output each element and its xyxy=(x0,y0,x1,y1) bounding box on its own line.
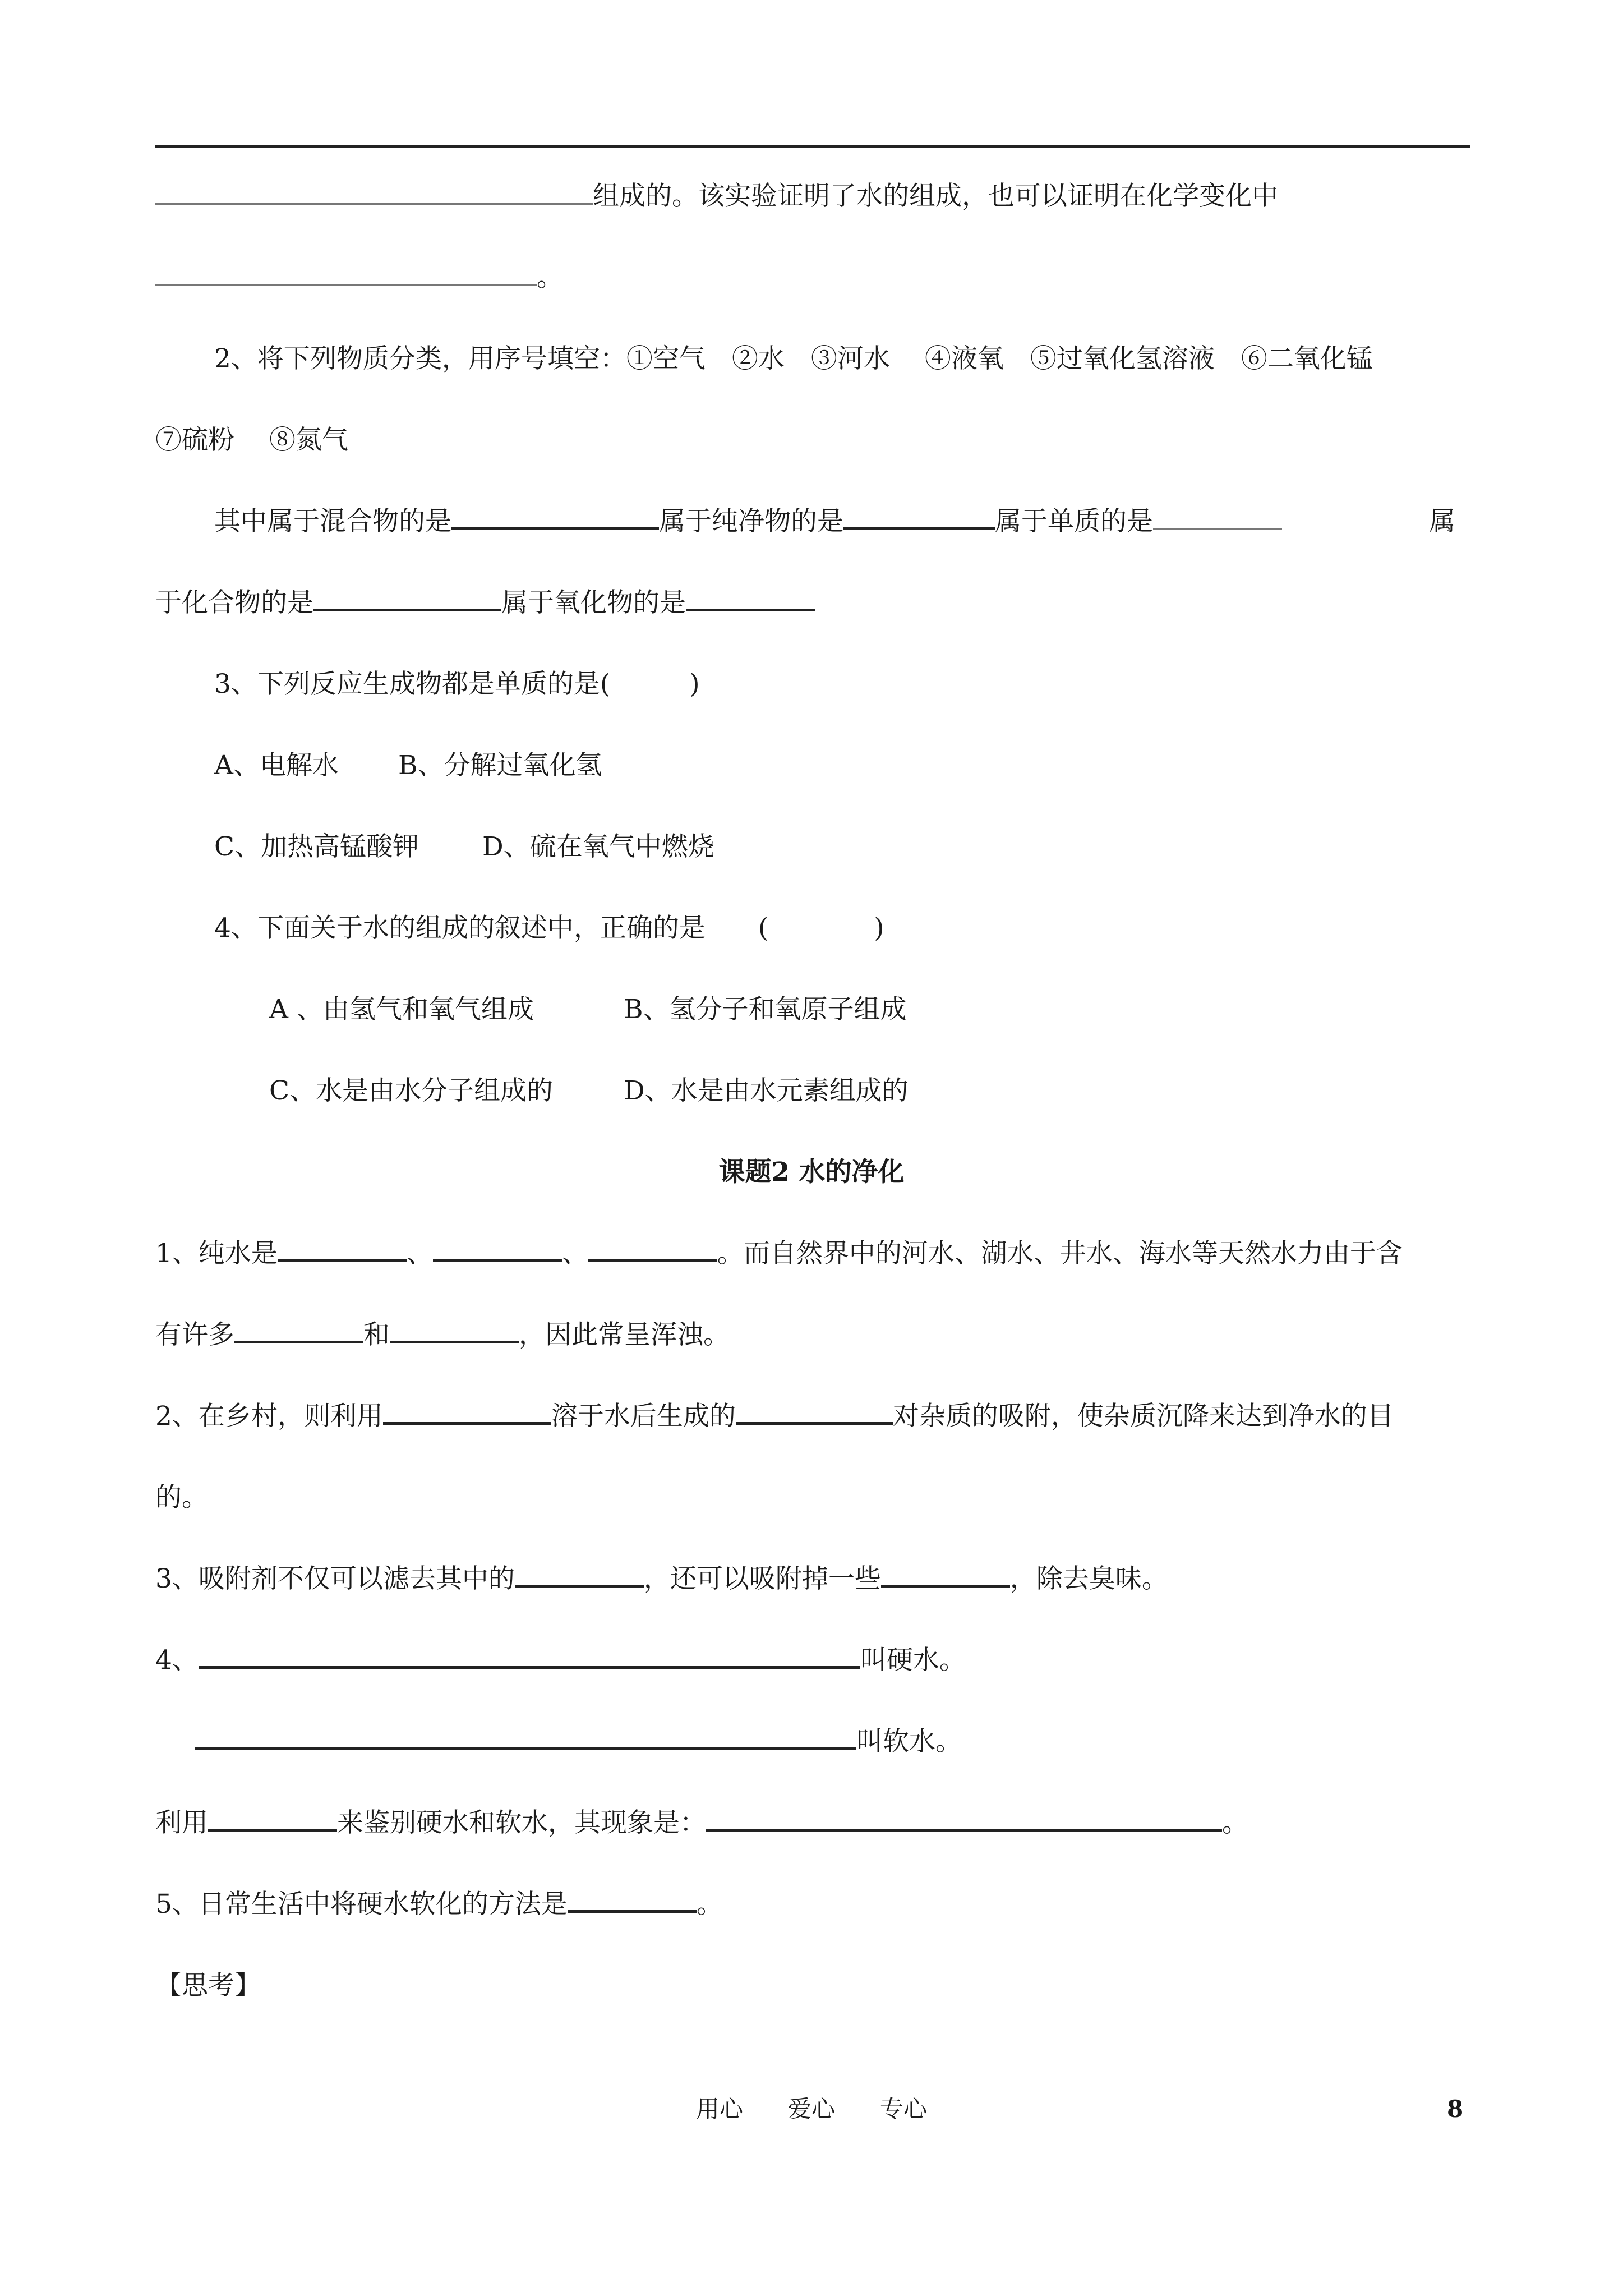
q2-stem-cont: ⑦硫粉 ⑧氮气 xyxy=(155,425,348,455)
q3-option-b[interactable]: B、分解过氧化氢 xyxy=(398,750,602,781)
s5-line: 5、日常生活中将硬水软化的方法是 。 xyxy=(155,1889,723,1920)
q3-option-c[interactable]: C、加热高锰酸钾 xyxy=(214,831,419,862)
fill-blank[interactable] xyxy=(568,1901,697,1913)
think-heading: 【思考】 xyxy=(155,1970,261,2001)
continuation-line-1: 组成的。该实验证明了水的组成，也可以证明在化学变化中 xyxy=(155,168,1278,224)
fill-blank[interactable] xyxy=(515,1576,644,1588)
fill-blank[interactable] xyxy=(383,1413,551,1425)
q4-option-c[interactable]: C、水是由水分子组成的 xyxy=(269,1075,553,1106)
continuation-line-2: 。 xyxy=(155,250,563,306)
fill-blank[interactable] xyxy=(278,1250,407,1262)
fill-blank[interactable] xyxy=(390,1332,519,1343)
fill-blank[interactable] xyxy=(686,600,815,611)
fill-blank[interactable] xyxy=(313,600,501,611)
s2-line-1: 2、在乡村，则利用 溶于水后生成的 对杂质的吸附，使杂质沉降来达到净水的目 xyxy=(155,1401,1394,1432)
fill-blank[interactable] xyxy=(451,518,659,530)
q4-option-b[interactable]: B、氢分子和氧原子组成 xyxy=(624,994,907,1025)
fill-blank[interactable] xyxy=(155,275,537,286)
q3-option-a[interactable]: A、电解水 xyxy=(214,750,339,781)
q2-line-mixture: 其中属于混合物的是 属于纯净物的是 属于单质的是 xyxy=(214,494,1282,550)
s1-line-2: 有许多 和 ，因此常呈浑浊。 xyxy=(155,1319,730,1350)
fill-blank[interactable] xyxy=(234,1332,363,1343)
s4-hard-line: 4、 叫硬水。 xyxy=(155,1645,966,1676)
q3-option-d[interactable]: D、硫在氧气中燃烧 xyxy=(482,831,714,862)
section-title: 课题2 水的净化 xyxy=(718,1157,905,1188)
fill-blank[interactable] xyxy=(208,1820,337,1832)
s4-soft-line: 叫软水。 xyxy=(155,1714,962,1770)
q2-shu: 属 xyxy=(1429,506,1455,537)
q4-option-a[interactable]: A 、由氢气和氧气组成 xyxy=(269,994,534,1025)
q4-stem: 4、下面关于水的组成的叙述中，正确的是 ( ) xyxy=(214,913,884,944)
s3-line: 3、吸附剂不仅可以滤去其中的 ，还可以吸附掉一些 ，除去臭味。 xyxy=(155,1563,1168,1594)
q4-option-d[interactable]: D、水是由水元素组成的 xyxy=(624,1075,909,1106)
fill-blank[interactable] xyxy=(1153,519,1282,530)
fill-blank[interactable] xyxy=(155,194,593,205)
s2-line-2: 的。 xyxy=(155,1482,208,1513)
fill-blank[interactable] xyxy=(881,1576,1010,1588)
fill-blank[interactable] xyxy=(195,1738,856,1750)
q2-stem: 2、将下列物质分类，用序号填空：①空气 ②水 ③河水 ④液氧 ⑤过氧化氢溶液 ⑥二氧化锰 xyxy=(214,343,1373,374)
header-rule xyxy=(155,145,1470,148)
s4-use-line: 利用 来鉴别硬水和软水，其现象是： 。 xyxy=(155,1807,1248,1838)
q2-line-compound: 于化合物的是 属于氧化物的是 xyxy=(155,575,815,631)
page-number: 8 xyxy=(1447,2095,1464,2123)
fill-blank[interactable] xyxy=(843,518,995,530)
footer-motto: 用心 爱心 专心 xyxy=(695,2095,928,2123)
fill-blank[interactable] xyxy=(433,1250,562,1262)
fill-blank[interactable] xyxy=(588,1250,717,1262)
fill-blank[interactable] xyxy=(736,1413,893,1425)
s1-line-1: 1、纯水是 、 、 。而自然界中的河水、湖水、井水、海水等天然水力由于含 xyxy=(155,1238,1403,1269)
fill-blank[interactable] xyxy=(706,1820,1222,1832)
fill-blank[interactable] xyxy=(199,1657,860,1669)
q3-stem: 3、下列反应生成物都是单质的是( ) xyxy=(214,669,700,700)
